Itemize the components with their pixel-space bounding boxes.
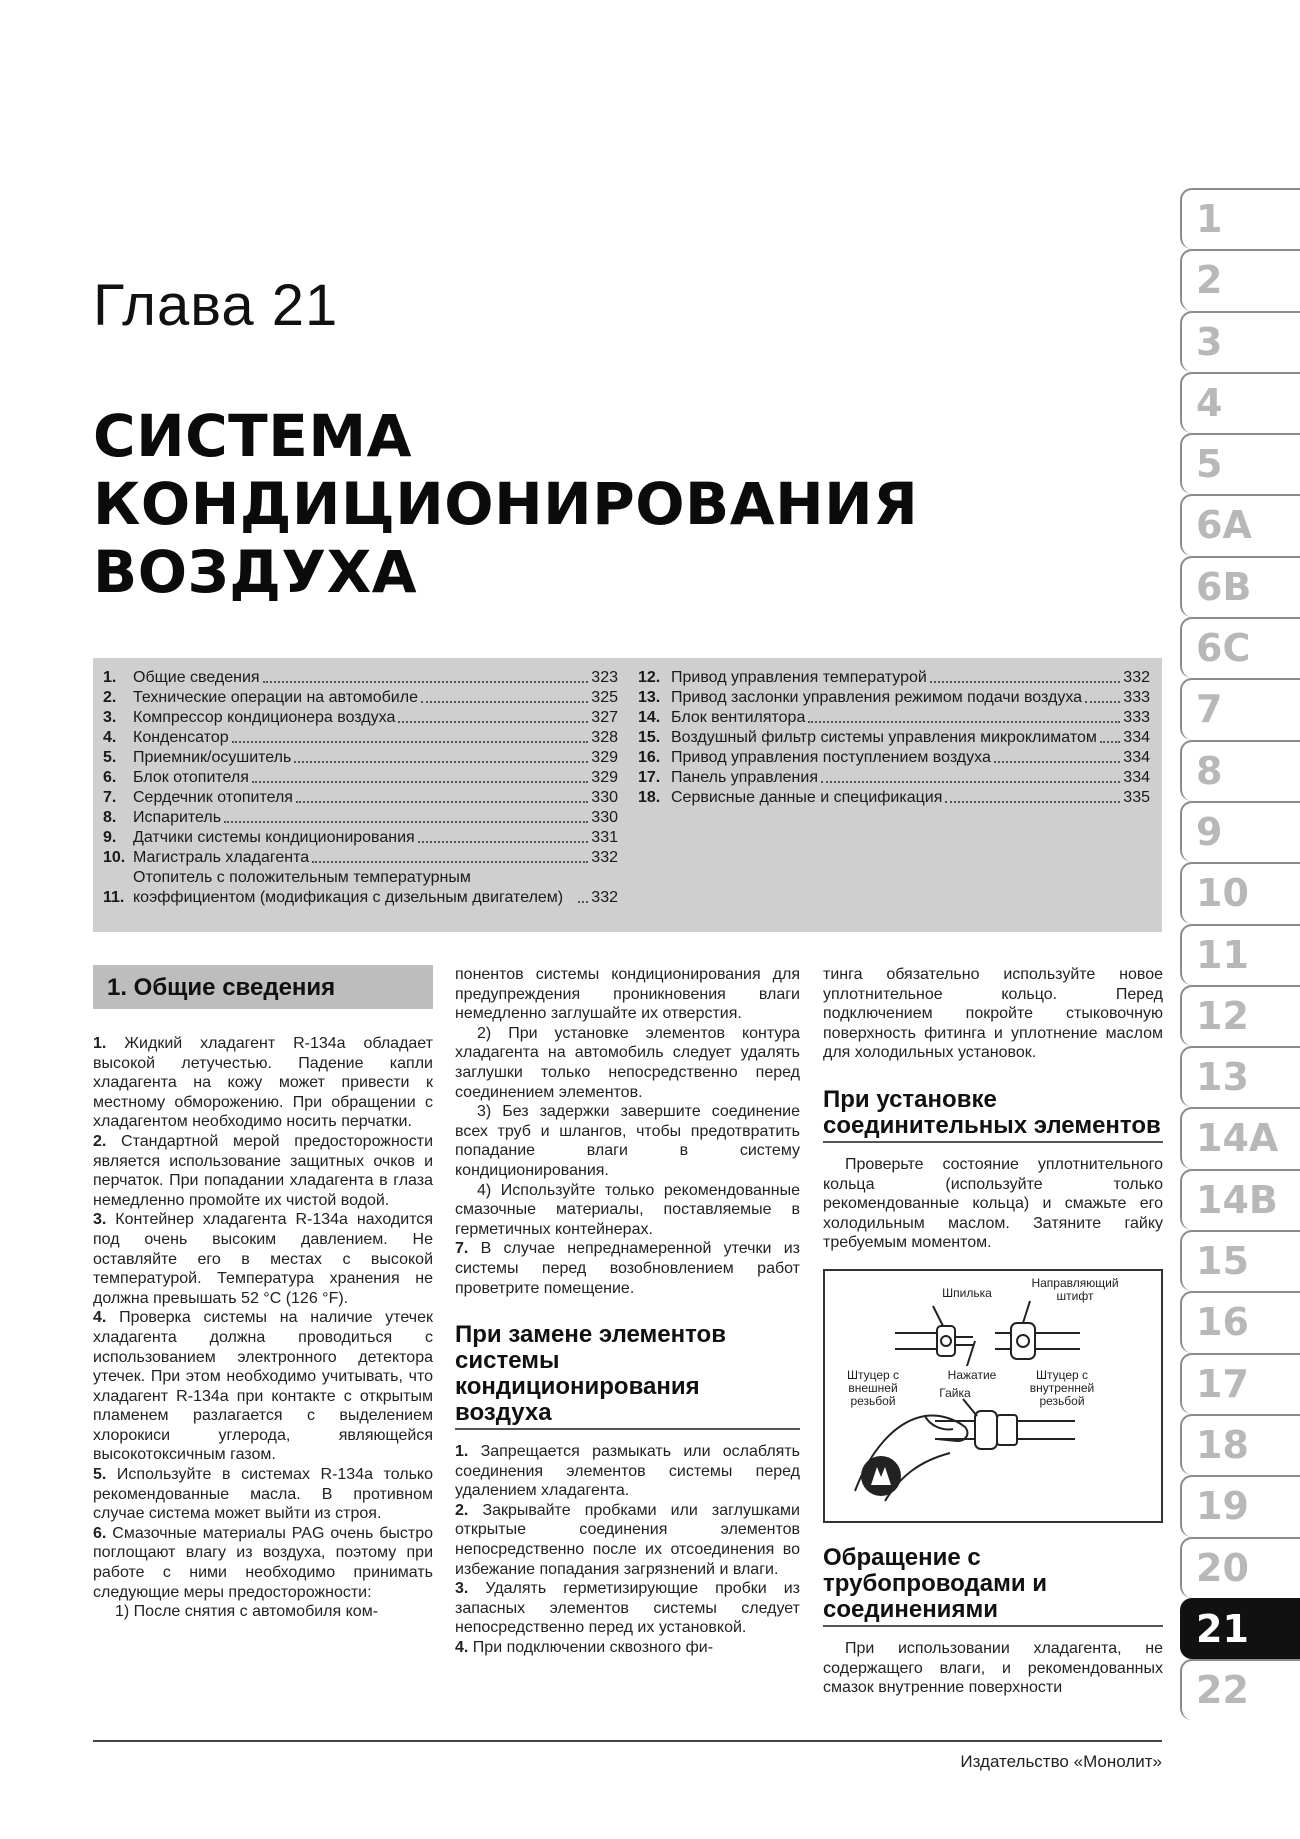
fitting-connection-figure: [823, 1269, 1163, 1523]
label-nut: Гайка: [939, 1385, 971, 1400]
text-column-3: [823, 965, 1163, 1698]
chapter-label: Глава 21: [93, 273, 339, 338]
toc-item-page: 328: [591, 729, 618, 746]
paragraph-text: Используйте в системах R-134a только рекомендованные масла. В противном случае система может выйти из строя.: [93, 1466, 434, 1523]
paragraph: [93, 1308, 433, 1465]
toc-item-number: 5.: [103, 749, 117, 766]
toc-leader-dots: [418, 841, 589, 843]
toc-item-title-wrap: [671, 688, 1123, 708]
paragraph: понентов системы кондиционирования для предупреждения проникновения влаги немедленно заглушайте их отверстия.: [455, 966, 800, 1023]
toc-item: [638, 788, 1150, 808]
toc-item: [638, 688, 1150, 708]
paragraph-text: При подключении сквозного фи-: [472, 1639, 714, 1657]
toc-item-number: 7.: [103, 789, 117, 806]
toc-item-title: Датчики системы кондиционирования: [133, 829, 415, 846]
toc-item: [103, 668, 618, 688]
toc-item: [103, 748, 618, 768]
table-of-contents: [93, 658, 1162, 932]
chapter-tab-16[interactable]: 16: [1180, 1291, 1300, 1352]
toc-item-title: Конденсатор: [133, 729, 229, 746]
chapter-tab-22[interactable]: 22: [1180, 1659, 1300, 1720]
toc-item-title: Привод управления поступлением воздуха: [671, 749, 991, 766]
label-female-thread: Штуцер с внутренней резьбой: [1029, 1367, 1095, 1408]
toc-item-page: 334: [1123, 729, 1150, 746]
toc-leader-dots: [930, 681, 1120, 683]
paragraph: [455, 1501, 800, 1579]
toc-item: [103, 788, 618, 808]
toc-item-page: 332: [591, 889, 618, 906]
toc-item-number: 15.: [638, 729, 661, 746]
toc-item-title-wrap: [133, 748, 591, 768]
toc-item-title: Отопитель с положительным температурным коэффициентом (модификация с дизельным двигателем): [133, 869, 564, 906]
toc-leader-dots: [1100, 741, 1120, 743]
toc-item-title: Приемник/осушитель: [133, 749, 292, 766]
toc-item-number: 6.: [103, 769, 117, 786]
paragraph: 3) Без задержки завершите соединение всех труб и шлангов, чтобы предотвратить попадание влаги в систему кондиционирования.: [455, 1103, 800, 1179]
toc-item-title-wrap: [671, 788, 1123, 808]
toc-item: [638, 668, 1150, 688]
toc-item-title: Испаритель: [133, 809, 222, 826]
toc-item-title-wrap: [671, 728, 1123, 748]
paragraph: [93, 1210, 433, 1308]
paragraph-text: Стандартной мерой предосторожности является использование защитных очков и перчаток. При попадании хладагента в глаза немедленно промойте их чистой водой.: [93, 1132, 433, 1209]
toc-leader-dots: [1085, 701, 1120, 703]
toc-item-page: 332: [591, 849, 618, 866]
chapter-title-line-2: КОНДИЦИОНИРОВАНИЯ: [93, 470, 919, 538]
toc-left-column: [103, 668, 618, 908]
toc-item-title: Сердечник отопителя: [133, 789, 293, 806]
chapter-tab-6c[interactable]: 6C: [1180, 617, 1300, 678]
paragraph: [455, 1579, 800, 1638]
paragraph: [93, 1034, 433, 1132]
chapter-tab-12[interactable]: 12: [1180, 985, 1300, 1046]
toc-item: [103, 688, 618, 708]
toc-leader-dots: [312, 861, 588, 863]
item-number: 7.: [455, 1240, 469, 1258]
toc-item-title-wrap: [133, 788, 591, 808]
paragraph: [455, 1638, 800, 1658]
paragraph: [93, 1524, 433, 1602]
item-number: 4.: [455, 1639, 469, 1657]
paragraph: 2) При установке элементов контура хладагента на автомобиль следует удалять заглушки только непосредственно перед соединением элементов.: [455, 1024, 800, 1101]
paragraph-text: Запрещается размыкать или ослаблять соединения элементов системы перед удалением хладагента.: [455, 1443, 800, 1500]
toc-leader-dots: [232, 741, 589, 743]
toc-leader-dots: [578, 901, 588, 903]
chapter-tab-9[interactable]: 9: [1180, 801, 1300, 862]
toc-item-title-wrap: [671, 668, 1123, 688]
chapter-tab-4[interactable]: 4: [1180, 372, 1300, 433]
toc-item-title-wrap: [671, 708, 1123, 728]
paragraph: Проверьте состояние уплотнительного кольца (используйте только рекомендованные кольца) и смажьте его холодильным маслом. Затяните гайку требуемым моментом.: [823, 1155, 1163, 1252]
toc-item-title-wrap: [133, 668, 591, 688]
toc-item-number: 17.: [638, 769, 661, 786]
toc-item-page: 327: [591, 709, 618, 726]
toc-item-number: 1.: [103, 669, 117, 686]
toc-item-number: 8.: [103, 809, 117, 826]
toc-item-title-wrap: [133, 848, 591, 868]
toc-item-title: Общие сведения: [133, 669, 260, 686]
toc-item-number: 2.: [103, 689, 117, 706]
toc-item-page: 335: [1123, 789, 1150, 806]
toc-item-title-wrap: [133, 768, 591, 788]
item-number: 1.: [93, 1035, 107, 1052]
toc-item-title-wrap: [133, 828, 591, 848]
chapter-tab-19[interactable]: 19: [1180, 1475, 1300, 1536]
item-number: 3.: [93, 1211, 107, 1229]
toc-item-number: 10.: [103, 849, 126, 866]
paragraph: [455, 1239, 800, 1298]
chapter-title-line-1: СИСТЕМА: [93, 402, 412, 470]
toc-item-title-wrap: [133, 708, 591, 728]
toc-item-number: 16.: [638, 749, 661, 766]
chapter-tab-15[interactable]: 15: [1180, 1230, 1300, 1291]
chapter-title: [93, 402, 918, 606]
publisher-footer: Издательство «Монолит»: [960, 1752, 1162, 1771]
subsection-heading: При установке соединительных элементов: [823, 1087, 1163, 1143]
toc-item-page: 329: [591, 769, 618, 786]
paragraph: тинга обязательно используйте новое уплотнительное кольцо. Перед подключением покройте стыковочную поверхность фитинга и уплотнение маслом для холодильных установок.: [823, 966, 1163, 1062]
chapter-tab-5[interactable]: 5: [1180, 433, 1300, 494]
paragraph-text: Контейнер хладагента R-134a находится под очень высоким давлением. Не оставляйте его в местах с высокой температурой. Температура хранения не должна превышать 52 °С (126 °F).: [93, 1211, 434, 1307]
toc-item-number: 11.: [103, 889, 125, 906]
chapter-tab-7[interactable]: 7: [1180, 678, 1300, 739]
chapter-tab-2[interactable]: 2: [1180, 249, 1300, 310]
toc-item-page: 334: [1123, 749, 1150, 766]
paragraph-text: Закрывайте пробками или заглушками открытые соединения элементов непосредственно после их отсоединения во избежание попадания загрязнений и влаги.: [455, 1501, 800, 1578]
chapter-title-line-3: ВОЗДУХА: [93, 538, 418, 606]
chapter-tab-6a[interactable]: 6A: [1180, 494, 1300, 555]
toc-leader-dots: [263, 681, 589, 683]
label-press: Нажатие: [947, 1367, 997, 1382]
text-column-1: [93, 965, 433, 1622]
toc-item-number: 18.: [638, 789, 661, 806]
paragraph-text: Удалять герметизирующие пробки из запасных элементов системы следует непосредственно перед их установкой.: [455, 1580, 800, 1637]
toc-leader-dots: [821, 781, 1120, 783]
toc-item-title-wrap: [671, 768, 1123, 788]
toc-item-page: 332: [1123, 669, 1150, 686]
item-number: 4.: [93, 1309, 107, 1327]
paragraph: При использовании хладагента, не содержащего влаги, и рекомендованных смазок внутренние поверхности: [823, 1639, 1163, 1697]
text-column-2: [455, 965, 800, 1658]
toc-item-title: Воздушный фильтр системы управления микроклиматом: [671, 729, 1097, 746]
toc-item-title-wrap: [133, 688, 591, 708]
toc-item-page: 334: [1123, 769, 1150, 786]
toc-item-title: Блок вентилятора: [671, 709, 806, 726]
toc-item-title-wrap: [133, 728, 591, 748]
toc-item-number: 13.: [638, 689, 661, 706]
toc-item-page: 323: [591, 669, 618, 686]
chapter-tab-14b[interactable]: 14B: [1180, 1169, 1300, 1230]
toc-right-column: [638, 668, 1150, 808]
toc-item: [103, 808, 618, 828]
toc-item-title: Панель управления: [671, 769, 818, 786]
toc-item-number: 3.: [103, 709, 117, 726]
toc-item-page: 325: [591, 689, 618, 706]
toc-item-title: Компрессор кондиционера воздуха: [133, 709, 396, 726]
label-pin: Шпилька: [942, 1285, 992, 1300]
paragraph-text: Смазочные материалы PAG очень быстро поглощают влагу из воздуха, поэтому при работе с ними необходимо принимать следующие меры предосторожности:: [93, 1524, 433, 1601]
chapter-tab-18[interactable]: 18: [1180, 1414, 1300, 1475]
chapter-tab-20[interactable]: 20: [1180, 1537, 1300, 1598]
toc-item: [103, 728, 618, 748]
chapter-tab-21[interactable]: 21: [1180, 1598, 1300, 1659]
toc-item-page: 333: [1123, 689, 1150, 706]
toc-leader-dots: [398, 721, 588, 723]
toc-leader-dots: [296, 801, 588, 803]
toc-leader-dots: [945, 801, 1120, 803]
toc-item-title-wrap: [133, 808, 591, 828]
toc-item-number: 12.: [638, 669, 661, 686]
chapter-tab-13[interactable]: 13: [1180, 1046, 1300, 1107]
subsection-heading: При замене элементов системы кондиционирования воздуха: [455, 1322, 800, 1430]
toc-item-title: Магистраль хладагента: [133, 849, 310, 866]
paragraph: 1) После снятия с автомобиля ком-: [115, 1603, 379, 1621]
toc-item-page: 330: [591, 809, 618, 826]
toc-item: [103, 708, 618, 728]
toc-item: [638, 748, 1150, 768]
chapter-tabs: [1180, 188, 1300, 1720]
paragraph: [455, 1442, 800, 1501]
toc-item-page: 330: [591, 789, 618, 806]
item-number: 2.: [455, 1501, 469, 1519]
toc-item-page: 329: [591, 749, 618, 766]
paragraph-text: В случае непреднамеренной утечки из системы перед возобновлением работ проветрите помещение.: [455, 1240, 800, 1297]
item-number: 6.: [93, 1524, 107, 1542]
toc-item: [638, 708, 1150, 728]
toc-leader-dots: [294, 761, 588, 763]
item-number: 3.: [455, 1580, 469, 1598]
chapter-tab-14a[interactable]: 14A: [1180, 1107, 1300, 1168]
toc-item: [638, 728, 1150, 748]
section-header: 1. Общие сведения: [93, 965, 433, 1009]
toc-item: [103, 768, 618, 788]
paragraph: 4) Используйте только рекомендованные смазочные материалы, поставляемые в герметичных контейнерах.: [455, 1181, 800, 1238]
toc-item-title: Сервисные данные и спецификация: [671, 789, 943, 806]
toc-leader-dots: [808, 721, 1120, 723]
toc-item: [638, 768, 1150, 788]
toc-item-title: Привод заслонки управления режимом подачи воздуха: [671, 689, 1083, 706]
chapter-tab-3[interactable]: 3: [1180, 311, 1300, 372]
paragraph: [93, 1465, 433, 1524]
paragraph: [93, 1132, 433, 1210]
toc-leader-dots: [252, 781, 588, 783]
toc-leader-dots: [421, 701, 588, 703]
paragraph-text: Проверка системы на наличие утечек хладагента должна проводиться с использованием электронного детектора утечек. При этом необходимо учитывать, что хладагент R-134a при контакте с открытым пламенем разлагается с выделением хлорокиси углерода, являющейся высокотоксичным газом.: [93, 1309, 434, 1464]
footer-rule: [93, 1740, 1162, 1742]
toc-leader-dots: [994, 761, 1120, 763]
item-number: 1.: [455, 1443, 469, 1461]
toc-item-title: Привод управления температурой: [671, 669, 927, 686]
toc-item-number: 4.: [103, 729, 117, 746]
subsection-heading: Обращение с трубопроводами и соединениями: [823, 1545, 1163, 1627]
toc-item: [103, 828, 618, 848]
chapter-tab-1[interactable]: 1: [1180, 188, 1300, 249]
chapter-tab-6b[interactable]: 6B: [1180, 556, 1300, 617]
item-number: 5.: [93, 1466, 107, 1484]
toc-item-number: 14.: [638, 709, 661, 726]
toc-item-number: 9.: [103, 829, 117, 846]
toc-item-title-wrap: [671, 748, 1123, 768]
item-number: 2.: [93, 1132, 107, 1150]
toc-item: [103, 868, 618, 908]
chapter-tab-8[interactable]: 8: [1180, 740, 1300, 801]
toc-leader-dots: [224, 821, 588, 823]
label-male-thread: Штуцер с внешней резьбой: [846, 1367, 900, 1408]
toc-item-page: 331: [591, 829, 618, 846]
toc-item-title-wrap: [133, 868, 591, 908]
toc-item-page: 333: [1123, 709, 1150, 726]
chapter-tab-11[interactable]: 11: [1180, 924, 1300, 985]
chapter-tab-10[interactable]: 10: [1180, 862, 1300, 923]
paragraph-text: Жидкий хладагент R-134a обладает высокой летучестью. Падение капли хладагента на кожу может привести к местному обморожению. При обращении с хладагентом необходимо носить перчатки.: [93, 1035, 433, 1131]
toc-item: [103, 848, 618, 868]
chapter-tab-17[interactable]: 17: [1180, 1353, 1300, 1414]
label-guide-pin: Направляющий штифт: [1031, 1275, 1119, 1303]
toc-item-title: Технические операции на автомобиле: [133, 689, 418, 706]
toc-item-title: Блок отопителя: [133, 769, 249, 786]
